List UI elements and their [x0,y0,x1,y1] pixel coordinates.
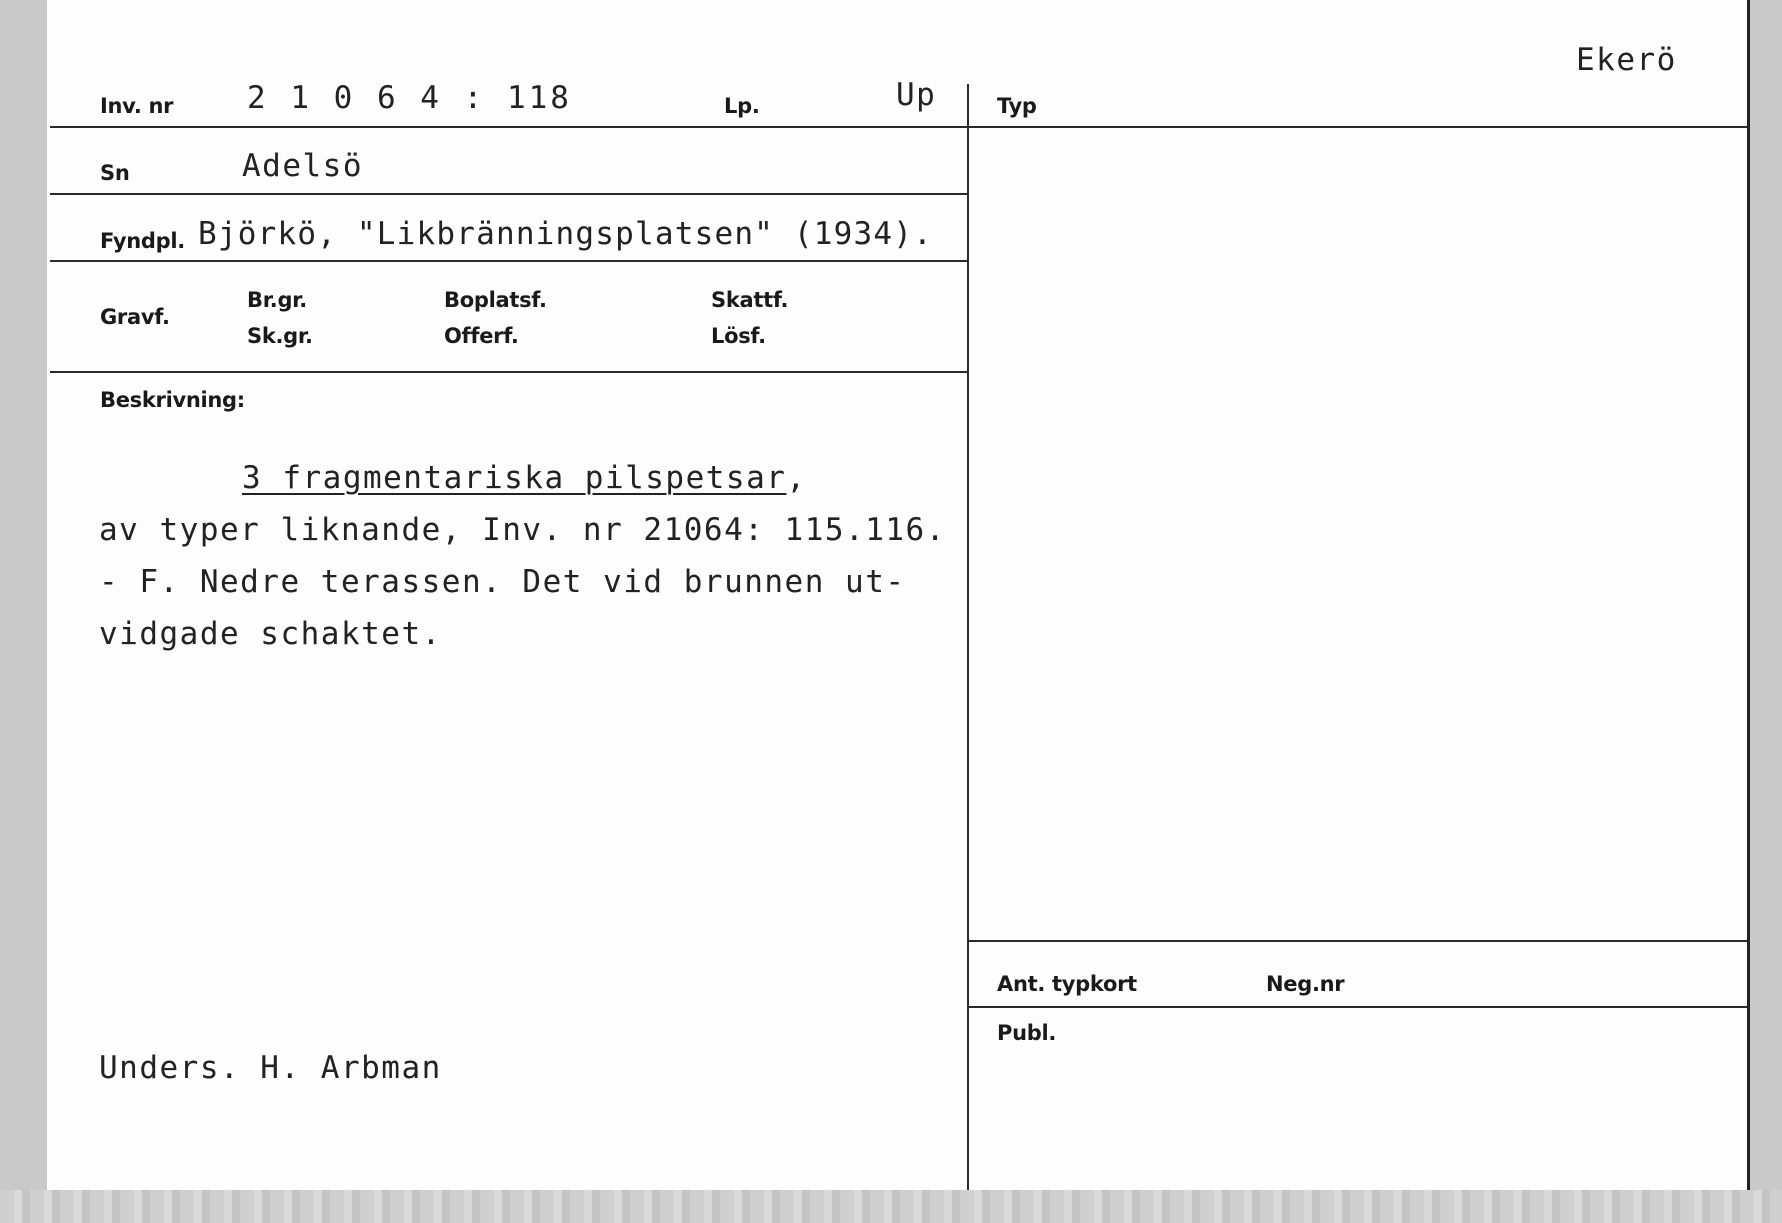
boplatsf-label: Boplatsf. [444,288,547,312]
neg-nr-label: Neg.nr [1266,972,1345,996]
lp-label: Lp. [724,94,760,118]
location-value: Ekerö [1576,42,1677,78]
undersokning-text: Unders. H. Arbman [99,1050,442,1086]
gravf-label: Gravf. [100,305,170,329]
description-heading-suffix: , [786,460,807,496]
sn-label: Sn [100,161,130,185]
scan-edge-strip [0,1190,1782,1223]
description-heading [242,460,807,496]
description-line-3: vidgade schaktet. [99,616,442,652]
description-line-2: - F. Nedre terassen. Det vid brunnen ut- [99,564,906,600]
skattf-label: Skattf. [711,288,789,312]
description-heading-text: 3 fragmentariska pilspetsar [242,460,787,496]
rule-gravf [50,371,968,373]
rule-publ-top [969,1006,1747,1008]
ant-typkort-label: Ant. typkort [997,972,1137,996]
fyndpl-value: Björkö, "Likbränningsplatsen" (1934). [198,216,933,252]
offerf-label: Offerf. [444,324,519,348]
beskrivning-label: Beskrivning: [100,388,245,412]
description-line-1: av typer liknande, Inv. nr 21064: 115.116. [99,512,946,548]
fyndpl-label: Fyndpl. [100,229,185,253]
skgr-label: Sk.gr. [247,324,313,348]
rule-header [50,126,1747,128]
rule-ant-typkort-top [969,940,1747,942]
losf-label: Lösf. [711,324,766,348]
inv-nr-label: Inv. nr [100,94,174,118]
inv-nr-value: 2 1 0 6 4 : 118 [247,80,572,116]
rule-sn [50,193,968,195]
typ-label: Typ [997,94,1037,118]
rule-fyndpl [50,260,968,262]
column-divider [967,84,969,1190]
publ-label: Publ. [997,1021,1057,1045]
brgr-label: Br.gr. [247,288,307,312]
sn-value: Adelsö [242,148,363,184]
province-value: Up [896,77,937,113]
